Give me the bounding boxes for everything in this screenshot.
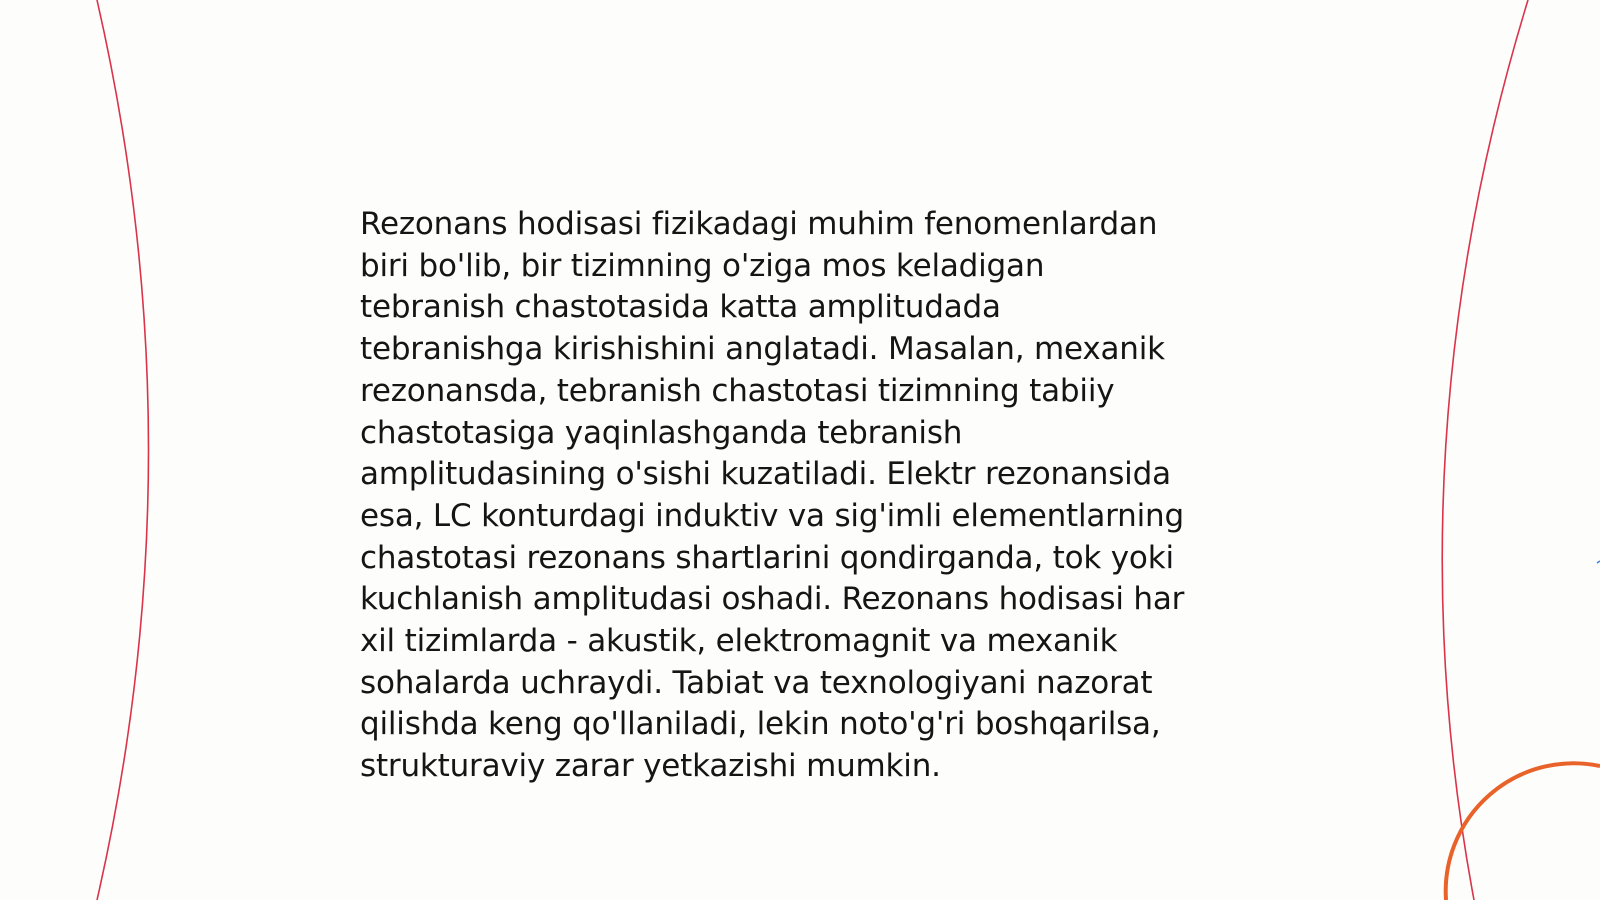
orange-arc [1446,763,1600,900]
left-curve [97,0,149,900]
body-paragraph: Rezonans hodisasi fizikadagi muhim fenomenlardan biri bo'lib, bir tizimning o'ziga mos keladigan tebranish chastotasida katta amplitudada tebranishga kirishishini anglatadi. Masalan, mexanik rezonansda, tebranish chastotasi tizimning tabiiy chastotasiga yaqinlashganda tebranish amplitudasining o'sishi kuzatiladi. Elektr rezonansida esa, LC konturdagi induktiv va sig'imli elementlarning chastotasi rezonans shartlarini qondirganda, tok yoki kuchlanish amplitudasi oshadi. Rezonans hodisasi har xil tizimlarda - akustik, elektromagnit va mexanik sohalarda uchraydi. Tabiat va texnologiyani nazorat qilishda keng qo'llaniladi, lekin noto'g'ri boshqarilsa, strukturaviy zarar yetkazishi mumkin. [360,206,1185,785]
right-curve [1442,0,1528,900]
